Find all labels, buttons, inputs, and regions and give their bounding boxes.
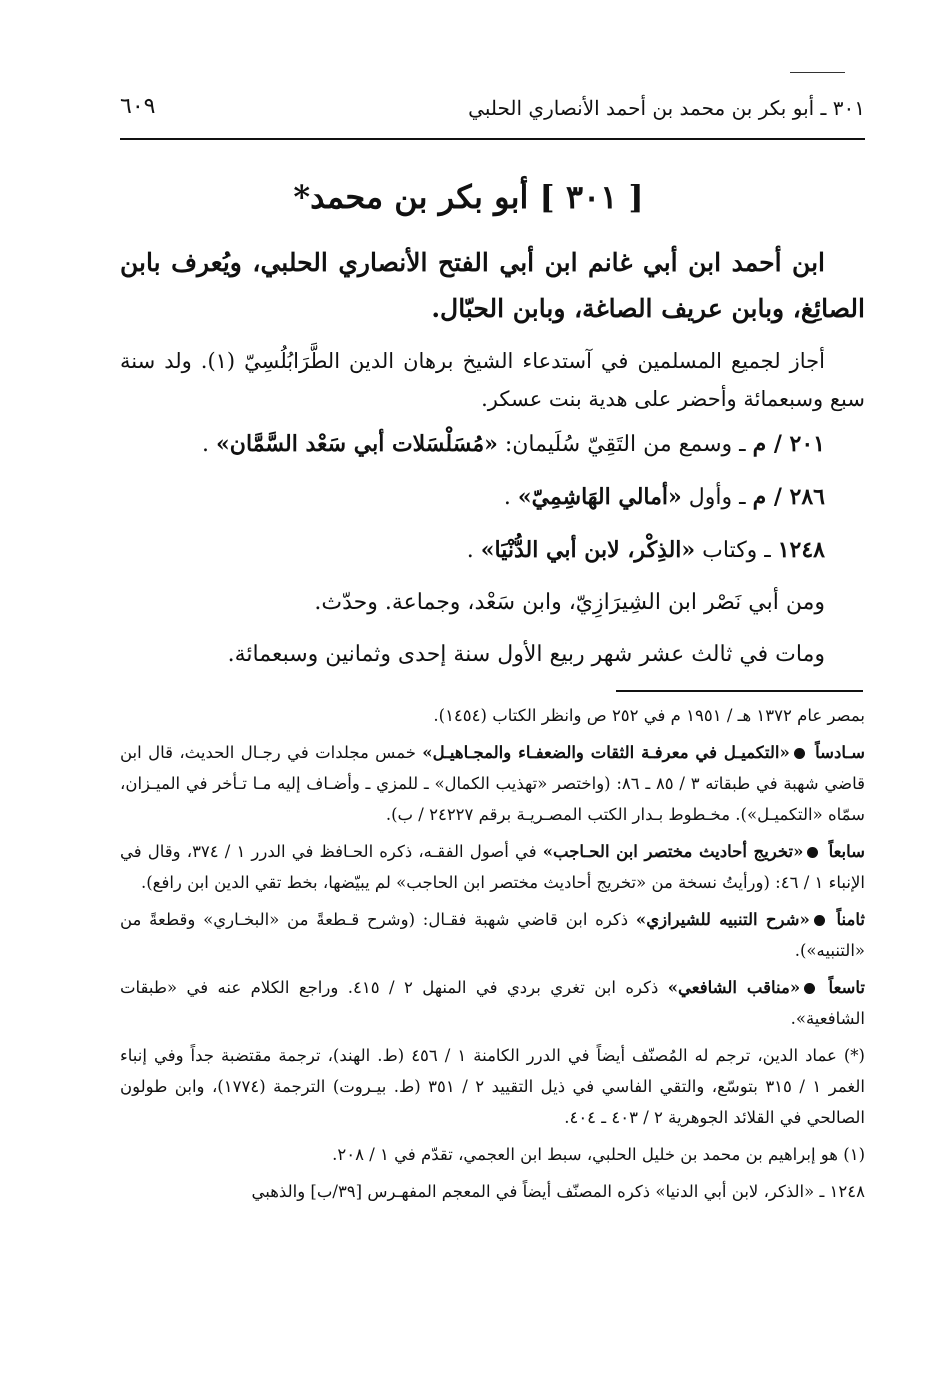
running-title: ٣٠١ ـ أبو بكر بن محمد بن أحمد الأنصاري الحلبي (468, 96, 865, 120)
page-header (120, 88, 865, 140)
entry-1248 (120, 524, 865, 577)
footnote-separator (616, 690, 863, 692)
death-date: ومات في ثالث عشر شهر ربيع الأول سنة إحدى وثمانين وسبعمائة. (227, 642, 825, 667)
note-text: في أصول الفقـه، ذكره الحـافظ في الدرر ١ / ٣٧٤، وقال في الإنباء ١ / ٤٦: (ورأيتُ نسخة من «تخريج أحاديث مختصر ابن الحاجب» لم يبيّضها، بخط تقي الدين ابن رافع). (120, 842, 865, 892)
entry-number: ٢٠١ / م (752, 431, 825, 457)
note-continued: بمصر عام ١٣٧٢ هـ / ١٩٥١ م في ٢٥٢ ص وانظر الكتاب (١٤٥٤). (433, 706, 865, 725)
note-star: (*) عماد الدين، ترجم له المُصنّف أيضاً في الدرر الكامنة ١ / ٤٥٦ (ط. الهند)، ترجمة مقتضبة جداً وفي إنباء الغمر ١ / ٣١٥ بتوسّع، والتقي الفاسي في ذيل التقييد ٢ / ٣٥١ (ط. بيـروت) الترجمة (١٧٧٤)، وابن طولون الصالحي في القلائد الجوهرية ٢ / ٤٠٣ ـ ٤٠٤. (120, 1046, 865, 1127)
footnotes (120, 700, 865, 1213)
note-text: خمس مجلدات في رجـال الحديث، قال ابن قاضي شهبة في طبقاته ٣ / ٨٥ ـ ٨٦: (واختصر «تهذيب الكمال» ـ للمزي ـ وأضـاف إليه مـا تـأخر في الميـزان، سمّاه «التكميـل»). مخـطوط بـدار الكتب المصـريـة برقم ٢٤٢٢٧ / ب). (120, 743, 865, 824)
note-label: ثامناً (836, 910, 865, 929)
note-book: «التكميـل في معرفـة الثقات والضعفـاء والمجـاهيـل» (422, 743, 790, 762)
bullet-icon (804, 983, 815, 994)
note-1248: ١٢٤٨ ـ «الذكر، لابن أبي الدنيا» ذكره المصنّف أيضاً في المعجم المفهـرس [٣٩/ب] والذهبي (251, 1182, 865, 1201)
entry-number: ٢٨٦ / م (752, 484, 825, 510)
page-number: ٦٠٩ (120, 94, 156, 119)
note-text: ذكره ابن تغري بردي في المنهل ٢ / ٤١٥. وراجع الكلام عنه في «طبقات الشافعية». (120, 978, 865, 1028)
note-label: تاسعاً (828, 978, 865, 997)
main-text (120, 240, 865, 681)
bullet-icon (794, 748, 805, 759)
entry-201 (120, 418, 865, 471)
entry-end: . (202, 432, 210, 457)
entry-text: ـ وكتاب (695, 538, 778, 563)
entry-286 (120, 471, 865, 524)
note-book: «شرح التنبيه للشيرازي» (635, 910, 810, 929)
note-label: سابعاً (828, 842, 865, 861)
note-seventh (120, 836, 865, 898)
bullet-icon (814, 915, 825, 926)
entry-text: ـ وسمع من التَقِيّ سُلَيمان: (497, 432, 753, 457)
footnote-1: (١) هو إبراهيم بن محمد بن خليل الحلبي، سبط ابن العجمي، تقدّم في ١ / ٢٠٨. (332, 1145, 865, 1164)
book-title: «الذِكْر، لابن أبي الدُّنْيَا» (480, 537, 696, 563)
note-ninth (120, 972, 865, 1034)
note-label: سـادساً (815, 743, 866, 762)
entry-end: . (503, 485, 511, 510)
note-sixth (120, 737, 865, 830)
heard-from: ومن أبي نَصْر ابن الشِيرَازِيّ، وابن سَعْد، وجماعة. وحدّث. (314, 590, 825, 615)
bullet-icon (807, 847, 818, 858)
ijaza-paragraph: أجاز لجميع المسلمين في آستدعاء الشيخ برهان الدين الطَّرَابُلُسِيّ (١). ولد سنة سبع وسبعمائة وأحضر على هدية بنت عسكر. (120, 349, 865, 411)
book-title: «أمالي الهَاشِمِيّ» (517, 484, 682, 510)
note-book: «تخريج أحاديث مختصر ابن الحـاجب» (542, 842, 804, 861)
note-book: «مناقب الشافعي» (667, 978, 801, 997)
note-text: ذكره ابن قاضي شهبة فقـال: (وشرح قـطعةً من «البخـاري» وقطعةً من «التنبيه»). (120, 910, 865, 960)
top-rule (790, 72, 845, 73)
entry-text: ـ وأول (681, 485, 753, 510)
entry-title: [ ٣٠١ ] أبو بكر بن محمد* (293, 178, 644, 216)
entry-number: ١٢٤٨ (777, 537, 825, 563)
note-eighth (120, 904, 865, 966)
entry-end: . (466, 538, 474, 563)
book-title: «مُسَلْسَلات أبي سَعْد السَّمَّان» (216, 431, 498, 457)
intro-paragraph: ابن أحمد ابن أبي غانم ابن أبي الفتح الأنصاري الحلبي، ويُعرف بابن الصائِغ، وبابن عريف الصاغة، وبابن الحبّال. (120, 248, 865, 323)
